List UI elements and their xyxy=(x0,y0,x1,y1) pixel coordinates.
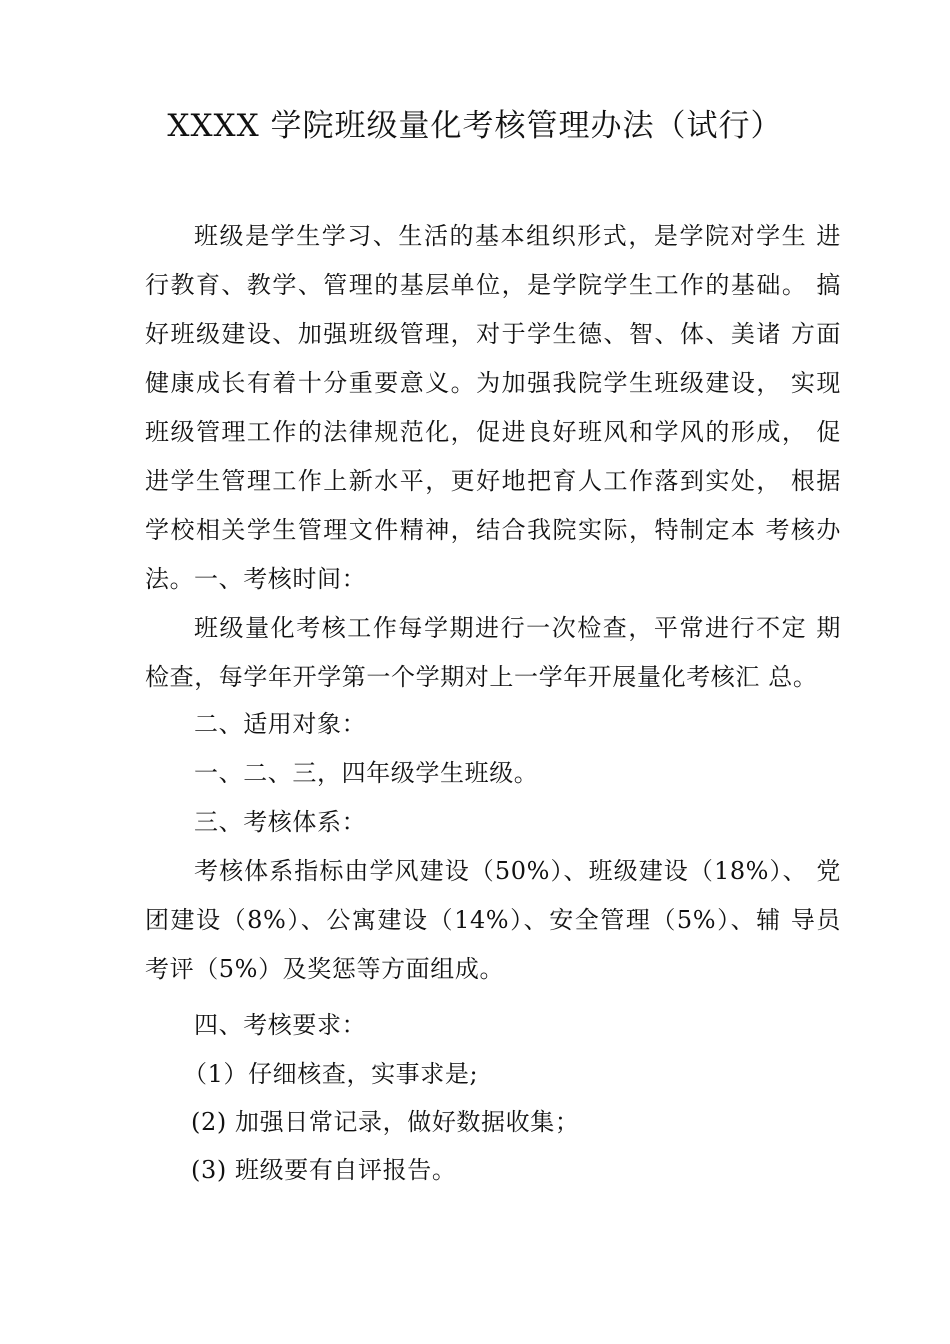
section-2-text: 一、二、三，四年级学生班级。 xyxy=(194,759,539,787)
document-title: XXXX 学院班级量化考核管理办法（试行） xyxy=(167,108,783,144)
intro-paragraph xyxy=(145,212,841,604)
requirement-item-1: （1）仔细核查，实事求是; xyxy=(183,1060,479,1088)
requirement-item-3: (3) 班级要有自评报告。 xyxy=(191,1156,457,1184)
section-1-text: 班级量化考核工作每学期进行一次检查，平常进行不定 期检查，每学年开学第一个学期对上一学年开展量化考核汇 总。 xyxy=(145,614,841,691)
section-4-heading: 四、考核要求： xyxy=(194,1011,367,1039)
section-1-paragraph xyxy=(145,604,841,702)
requirement-item-2: (2) 加强日常记录，做好数据收集； xyxy=(191,1108,580,1136)
intro-text: 班级是学生学习、生活的基本组织形式，是学院对学生 进行教育、教学、管理的基层单位，是学院学生工作的基础。 搞好班级建设、加强班级管理，对于学生德、智、体、美诸 方面健康成长有着十分重要意义。为加强我院学生班级建设， 实现班级管理工作的法律规范化，促进良好班风和学风的形成， 促进学生管理工作上新水平，更好地把育人工作落到实处， 根据学校相关学生管理文件精神，结合我院实际，特制定本 考核办法。 xyxy=(145,222,841,593)
section-3-paragraph xyxy=(145,847,841,994)
section-2-heading: 二、适用对象： xyxy=(194,710,367,738)
section-1-heading: 一、考核时间： xyxy=(194,565,367,593)
section-3-heading: 三、考核体系： xyxy=(194,808,367,836)
section-3-text: 考核体系指标由学风建设（50%）、班级建设（18%）、 党团建设（8%）、公寓建设（14%）、安全管理（5%）、辅 导员考评（5%）及奖惩等方面组成。 xyxy=(145,857,841,983)
